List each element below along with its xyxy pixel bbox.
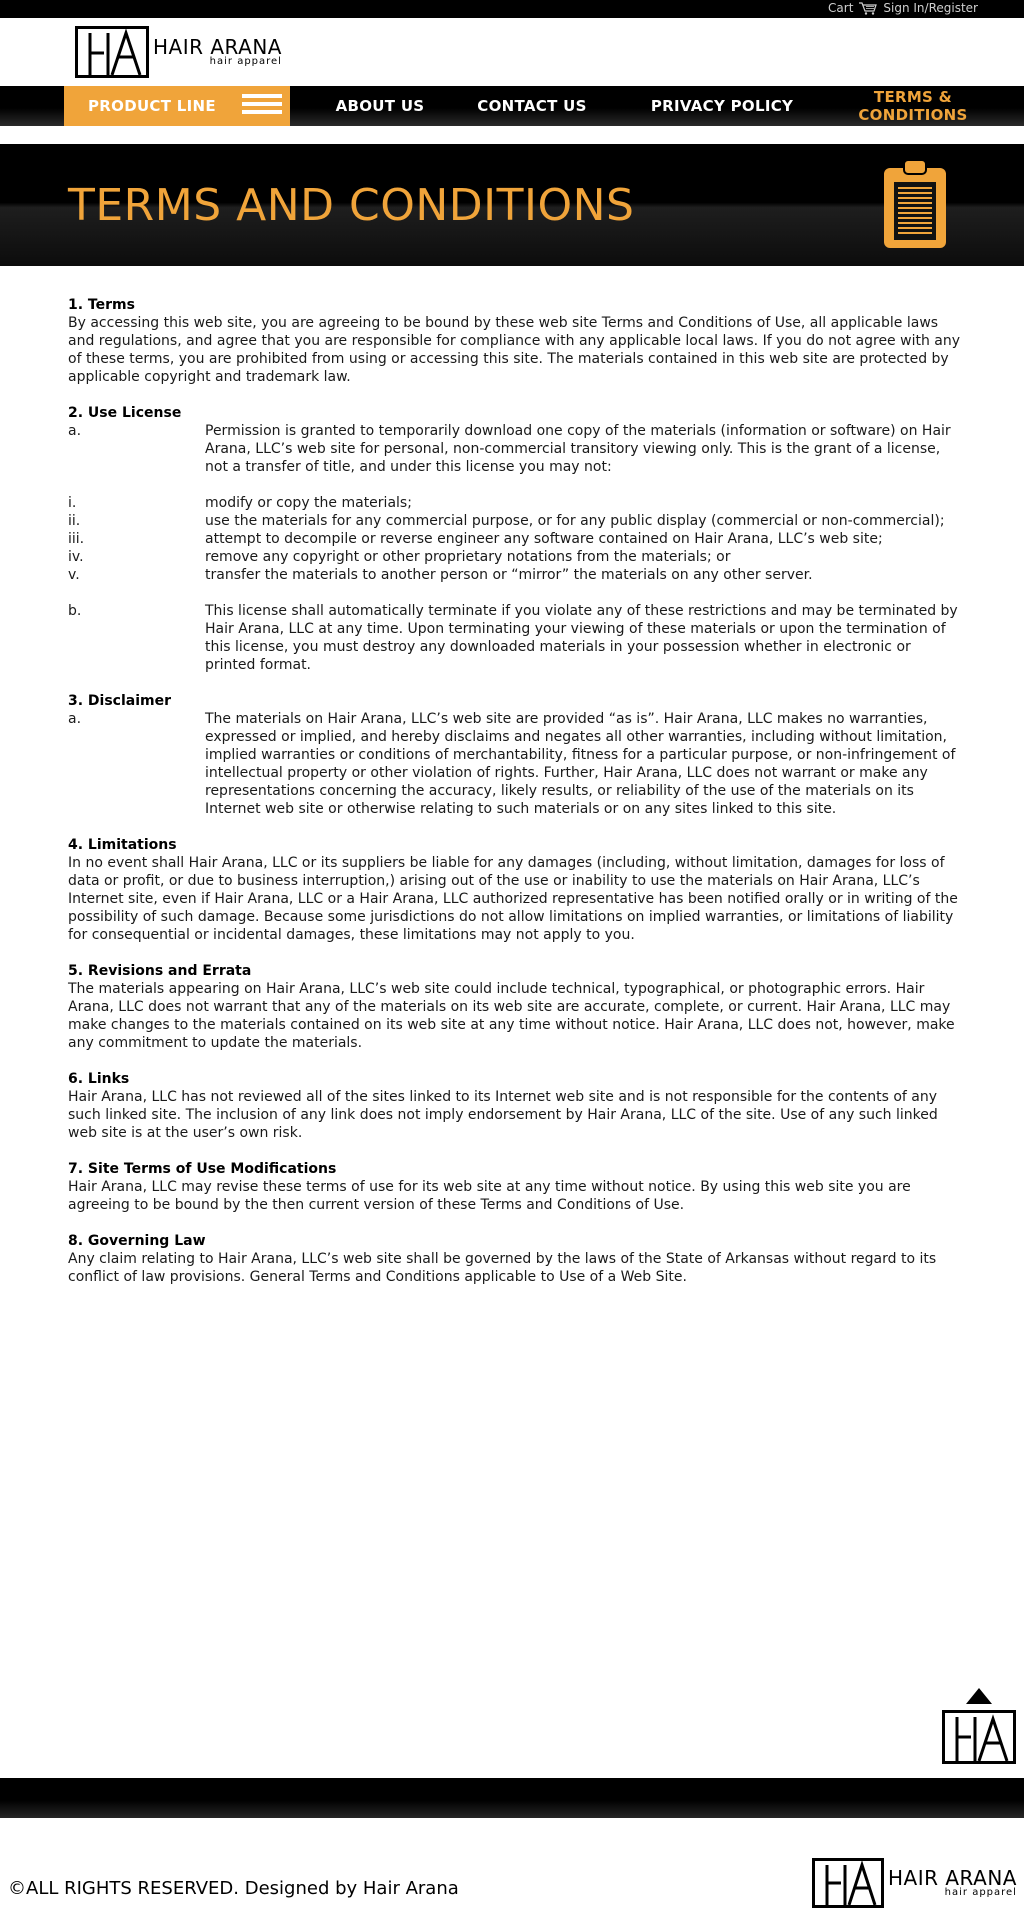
section-limitations xyxy=(68,836,960,944)
logo-brand-text: HAIR ARANA xyxy=(888,1866,1017,1890)
section-heading: 1. Terms xyxy=(68,297,135,313)
list-item xyxy=(68,494,960,512)
cart-icon[interactable] xyxy=(859,2,877,15)
list-item-text: use the materials for any commercial purpose, or for any public display (commercial or non-commercial); xyxy=(205,513,945,529)
list-item-label: ii. xyxy=(68,513,81,529)
section-body: In no event shall Hair Arana, LLC or its suppliers be liable for any damages (including, without limitation, damages for loss of data or profit, or due to business interruption,) arising out of the use or inability to use the materials on Hair Arana, LLC’s Internet site, even if Hair Arana, LLC or a Hair Arana, LLC authorized representative has been notified orally or in writing of the possibility of such damage. Because some jurisdictions do not allow limitations on implied warranties, or limitations of liability for consequential or incidental damages, these limitations may not apply to you. xyxy=(68,855,958,943)
list-item-text: attempt to decompile or reverse engineer any software contained on Hair Arana, LLC’s web site; xyxy=(205,531,883,547)
section-modifications xyxy=(68,1160,960,1214)
nav-product-line[interactable] xyxy=(64,86,290,126)
list-item xyxy=(68,566,960,584)
logo-mark-icon xyxy=(75,26,149,78)
list-item-text: transfer the materials to another person or “mirror” the materials on any other server. xyxy=(205,567,813,583)
section-body: The materials appearing on Hair Arana, LLC’s web site could include technical, typographical, or photographic errors. Hair Arana, LLC does not warrant that any of the materials on its web site are accurate, complete, or current. Hair Arana, LLC may make changes to the materials contained on its web site at any time without notice. Hair Arana, LLC does not, however, make any commitment to update the materials. xyxy=(68,981,955,1051)
section-heading: 8. Governing Law xyxy=(68,1233,206,1249)
back-to-top-button[interactable] xyxy=(942,1688,1016,1764)
copyright-text: ©ALL RIGHTS RESERVED. Designed by Hair Arana xyxy=(8,1878,459,1899)
menu-icon[interactable] xyxy=(242,94,282,118)
terms-content xyxy=(68,296,960,1304)
list-item xyxy=(68,548,960,566)
nav-about-us[interactable]: ABOUT US xyxy=(335,97,425,115)
logo-mark-icon xyxy=(942,1710,1016,1764)
section-body: By accessing this web site, you are agreeing to be bound by these web site Terms and Conditions of Use, all applicable laws and regulations, and agree that you are responsible for compliance with any applicable local laws. If you do not agree with any of these terms, you are prohibited from using or accessing this site. The materials contained in this web site are protected by applicable copyright and trademark law. xyxy=(68,315,961,385)
footer-band xyxy=(0,1778,1024,1818)
section-body: Hair Arana, LLC may revise these terms of use for its web site at any time without notice. By using this web site you are agreeing to be bound by the then current version of these Terms and Conditions of Use. xyxy=(68,1179,911,1213)
utility-links xyxy=(828,1,978,15)
logo-mark-icon xyxy=(812,1858,884,1908)
section-body: Any claim relating to Hair Arana, LLC’s web site shall be governed by the laws of the State of Arkansas without regard to its conflict of law provisions. General Terms and Conditions applicable to Use of a Web Site. xyxy=(68,1251,937,1285)
nav-terms-conditions[interactable]: TERMS & CONDITIONS xyxy=(858,88,968,124)
list-item-label: iv. xyxy=(68,549,84,565)
section-disclaimer xyxy=(68,692,960,818)
clause-b xyxy=(68,602,960,674)
nav-contact-us[interactable]: CONTACT US xyxy=(477,97,587,115)
list-item-label: iii. xyxy=(68,531,85,547)
section-use-license xyxy=(68,404,960,674)
restriction-list xyxy=(68,494,960,584)
section-body: Hair Arana, LLC has not reviewed all of the sites linked to its Internet web site and is not responsible for the contents of any such linked site. The inclusion of any link does not imply endorsement by Hair Arana, LLC of the site. Use of any such linked web site is at the user’s own risk. xyxy=(68,1089,938,1141)
site-logo[interactable] xyxy=(75,26,282,78)
page-title: TERMS AND CONDITIONS xyxy=(68,180,635,231)
section-terms xyxy=(68,296,960,386)
clause-text: Permission is granted to temporarily download one copy of the materials (information or software) on Hair Arana, LLC’s web site for personal, non-commercial transitory viewing only. This is the grant of a license, not a transfer of title, and under this license you may not: xyxy=(205,423,951,475)
clause-a xyxy=(68,710,960,818)
list-item xyxy=(68,512,960,530)
section-heading: 6. Links xyxy=(68,1071,130,1087)
list-item xyxy=(68,530,960,548)
list-item-text: remove any copyright or other proprietary notations from the materials; or xyxy=(205,549,731,565)
clipboard-icon xyxy=(882,160,948,250)
nav-product-line-label: PRODUCT LINE xyxy=(88,97,216,115)
back-to-top-icon xyxy=(966,1688,992,1704)
section-heading: 3. Disclaimer xyxy=(68,693,172,709)
section-heading: 2. Use License xyxy=(68,405,182,421)
list-item-label: v. xyxy=(68,567,80,583)
clause-text: This license shall automatically terminate if you violate any of these restrictions and may be terminated by Hair Arana, LLC at any time. Upon terminating your viewing of these materials or upon the termination of this license, you must destroy any downloaded materials in your possession whether in electronic or printed format. xyxy=(205,603,958,673)
section-governing-law xyxy=(68,1232,960,1286)
signin-register-link[interactable]: Sign In/Register xyxy=(883,1,978,15)
clause-label: a. xyxy=(68,711,82,727)
logo-tagline: hair apparel xyxy=(209,56,282,67)
clause-label: b. xyxy=(68,603,82,619)
clause-text: The materials on Hair Arana, LLC’s web site are provided “as is”. Hair Arana, LLC makes no warranties, expressed or implied, and hereby disclaims and negates all other warranties, including without limitation, implied warranties or conditions of merchantability, fitness for a particular purpose, or non-infringement of intellectual property or other violation of rights. Further, Hair Arana, LLC does not warrant or make any representations concerning the accuracy, likely results, or reliability of the use of the materials on its Internet web site or otherwise relating to such materials or on any sites linked to this site. xyxy=(205,711,956,817)
section-heading: 7. Site Terms of Use Modifications xyxy=(68,1161,337,1177)
footer-logo[interactable] xyxy=(812,1858,1017,1908)
logo-brand-text: HAIR ARANA xyxy=(153,35,282,59)
logo-tagline: hair apparel xyxy=(944,1887,1017,1898)
nav-privacy-policy[interactable]: PRIVACY POLICY xyxy=(650,97,794,115)
top-utility-bar xyxy=(0,0,1024,18)
section-links xyxy=(68,1070,960,1142)
list-item-label: i. xyxy=(68,495,77,511)
section-heading: 4. Limitations xyxy=(68,837,177,853)
clause-a xyxy=(68,422,960,476)
clause-label: a. xyxy=(68,423,82,439)
main-nav xyxy=(0,86,1024,126)
section-revisions xyxy=(68,962,960,1052)
list-item-text: modify or copy the materials; xyxy=(205,495,412,511)
page-hero xyxy=(0,144,1024,266)
cart-link[interactable]: Cart xyxy=(828,1,854,15)
section-heading: 5. Revisions and Errata xyxy=(68,963,252,979)
